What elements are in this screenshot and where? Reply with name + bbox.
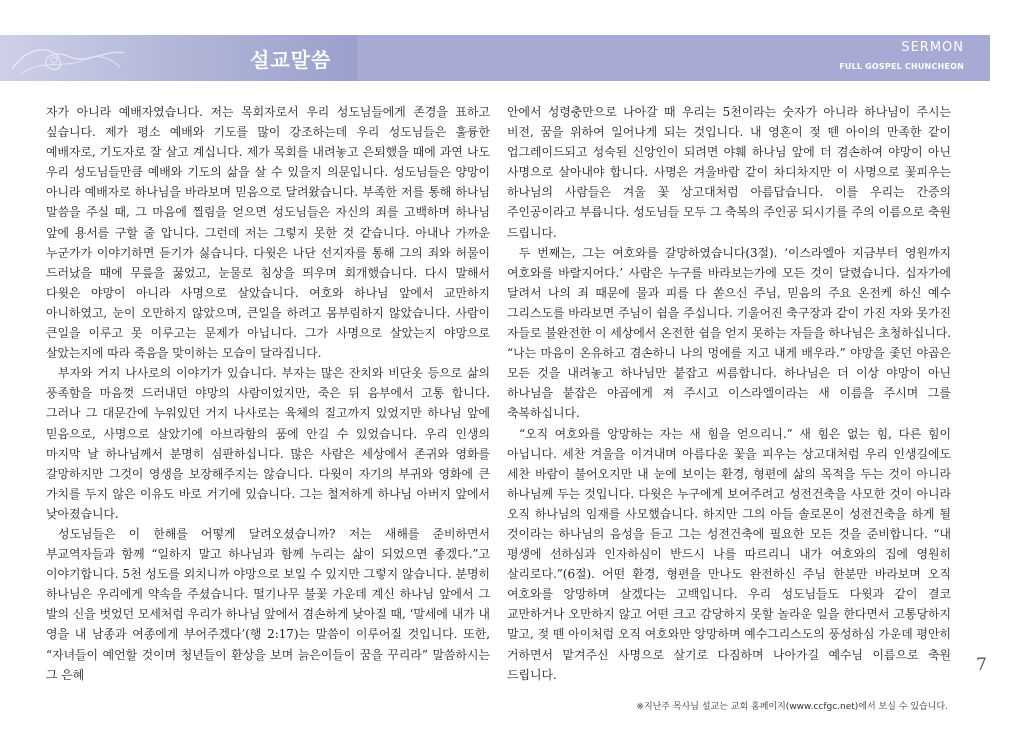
paragraph: 성도님들은 이 한해를 어떻게 달려오셨습니까? 저는 새해를 준비하면서 부교역자들과 함께 “일하지 말고 하나님과 함께 누리는 삶이 되었으면 좋겠다.”고 이야기합니다. 5천 성도를 외치니까 야망으로 보일 수 있지만 그렇지 않습니다. 분명히 하나님은 우리에게 약속을 주셨습니다. 떨기나무 불꽃 가운데 계신 하나님 앞에서 그 발의 신을 벗었던 모세처럼 우리가 하나님 앞에서 겸손하게 낮아질 때, ‘말세에 내가 내 영을 내 남종과 여종에게 부어주겠다’(행 2:17)는 말씀이 이루어질 것입니다. 또한, “자녀들이 예언할 것이며 청년들이 환상을 보며 늙은이들이 꿈을 꾸리라” 말씀하시는 그 은혜 <box>46 526 490 682</box>
left-text-column <box>46 102 490 685</box>
church-name: FULL GOSPEL CHUNCHEON <box>839 62 964 71</box>
sermon-label: SERMON <box>901 40 964 55</box>
header-right-band <box>357 35 990 81</box>
paragraph: 자가 아니라 예배자였습니다. 저는 목회자로서 우리 성도님들에게 존경을 표하고 싶습니다. 제가 평소 예배와 기도를 많이 강조하는데 우리 성도님들은 훌륭한 예배자로, 기도자로 잘 살고 계십니다. 제가 목회를 내려놓고 은퇴했을 때에 과연 나도 우리 성도님들만큼 예배와 기도의 삶을 살 수 있을지 의문입니다. 성도님들은 양망이 아니라 예배자로 하나님을 바라보며 믿음으로 달려왔습니다. 부족한 저를 통해 하나님 말씀을 주실 때, 그 마음에 찔림을 얻으면 성도님들은 자신의 죄를 고백하며 하나님 앞에 용서를 구할 줄 압니다. 그런데 저는 그렇지 못한 것 같습니다. 아내나 가까운 누군가가 이야기하면 듣기가 싫습니다. 다윗은 나단 선지자를 통해 그의 죄와 허물이 드러났을 때에 무릎을 꿇었고, 눈물로 침상을 띄우며 회개했습니다. 다시 말해서 다윗은 야망이 아니라 사명으로 살았습니다. 여호와 하나님 앞에서 교만하지 아니하였고, 눈이 오만하지 않았으며, 큰일을 하려고 몸부림하지 않았습니다. 사람이 큰일을 이루고 못 이루고는 문제가 아닙니다. 그가 사명으로 살았는지 야망으로 살았는지에 따라 죽음을 맞이하는 모습이 달라집니다. <box>46 105 490 361</box>
paragraph: 안에서 성령충만으로 나아갈 때 우리는 5천이라는 숫자가 아니라 하나님이 주시는 비전, 꿈을 위하여 일어나게 되는 것입니다. 내 영혼이 젖 뗀 아이의 만족한 같이 업그레이드되고 성숙된 신앙인이 되려면 야훼 하나님 앞에 더 겸손하여 야망이 아닌 사명으로 살아내야 합니다. 사명은 겨울바람 같이 차디차지만 이 사명으로 꽃피우는 하나님의 사람들은 겨울 꽃 상고대처럼 아름답습니다. 이를 우리는 간증의 주인공이라고 부릅니다. 성도님들 모두 그 축복의 주인공 되시기를 주의 이름으로 축원 드립니다. <box>507 105 951 240</box>
swirl-ornament-icon <box>8 39 128 77</box>
paragraph: 부자와 거지 나사로의 이야기가 있습니다. 부자는 많은 잔치와 비단옷 등으로 삶의 풍족함을 마음껏 드러내던 야망의 사람이었지만, 죽은 뒤 음부에서 고통 합니다. 그러나 그 대문간에 누워있던 거지 나사로는 육체의 질고까지 있었지만 하나님 앞에 믿음으로, 사명으로 살았기에 아브라함의 품에 안길 수 있었습니다. 우리 인생의 마지막 날 하나님께서 분명히 심판하십니다. 많은 사람은 세상에서 존귀와 영화를 갈망하지만 그것이 영생을 보장해주지는 않습니다. 다윗이 자기의 부귀와 영화에 큰 가치를 두지 않은 이유도 바로 거기에 있습니다. 그는 철저하게 하나님 아버지 앞에서 낮아졌습니다. <box>46 366 490 521</box>
right-text-column <box>507 102 951 685</box>
paragraph: “오직 여호와를 앙망하는 자는 새 힘을 얻으리니.” 새 힘은 없는 힘, 다른 힘이 아닙니다. 세찬 겨울을 이겨내며 아름다운 꽃을 피우는 상고대처럼 우리 인생길에도 세찬 바람이 불어오지만 내 눈에 보이는 환경, 형편에 삶의 목적을 두는 것이 아니라 하나님께 두는 것입니다. 다윗은 누구에게 보여주려고 성전건축을 사모한 것이 아니라 오직 하나님의 임재를 사모했습니다. 하지만 그의 아들 솔로몬이 성전건축을 하게 될 것이라는 하나님의 음성을 듣고 그는 성전건축에 필요한 모든 것을 준비합니다. “내 평생에 선하심과 인자하심이 반드시 나를 따르리니 내가 여호와의 집에 영원히 살리로다.”(6절). 어떤 환경, 형편을 만나도 완전하신 주님 한분만 바라보며 오직 여호와를 앙망하며 살겠다는 고백입니다. 우리 성도님들도 다윗과 같이 결코 교만하거나 오만하지 않고 어떤 크고 감당하지 못할 놀라운 일을 한다면서 고통당하지 말고, 젖 뗀 아이처럼 오직 여호와만 앙망하며 예수그리스도의 풍성하심 가운데 평안히 거하면서 맡겨주신 사명으로 살기로 다짐하며 나아가길 예수님 이름으로 축원 드립니다. <box>507 426 951 682</box>
page-title: 설교말씀 <box>250 48 332 72</box>
header-left-band <box>0 35 357 81</box>
page-number: 7 <box>976 655 987 675</box>
paragraph: 두 번째는, 그는 여호와를 갈망하였습니다(3절). ‘이스라엘아 지금부터 영원까지 여호와를 바랄지어다.’ 사람은 누구를 바라보는가에 모든 것이 달렸습니다. 십자가에 달려서 나의 죄 때문에 물과 피를 다 쏟으신 주님, 믿음의 주요 온전케 하신 예수 그리스도를 바라보면 주님이 쉼을 주십니다. 기울어진 축구장과 같이 가진 자와 못가진 자들로 불완전한 이 세상에서 온전한 쉼을 얻지 못하는 자들을 하나님은 초청하십니다. “나는 마음이 온유하고 겸손하니 나의 멍에를 지고 내게 배우라.” 야망을 좇던 야곱은 모든 것을 내려놓고 하나님만 붙잡고 씨름합니다. 하나님은 더 이상 야망이 아닌 하나님을 붙잡은 야곱에게 져 주시고 이스라엘이라는 새 이름을 주시며 그를 축복하십니다. <box>507 245 951 421</box>
footer-note: ※지난주 목사님 설교는 교회 홈페이지(www.ccfgc.net)에서 보실 수 있습니다. <box>636 702 948 712</box>
page-header <box>0 35 990 81</box>
